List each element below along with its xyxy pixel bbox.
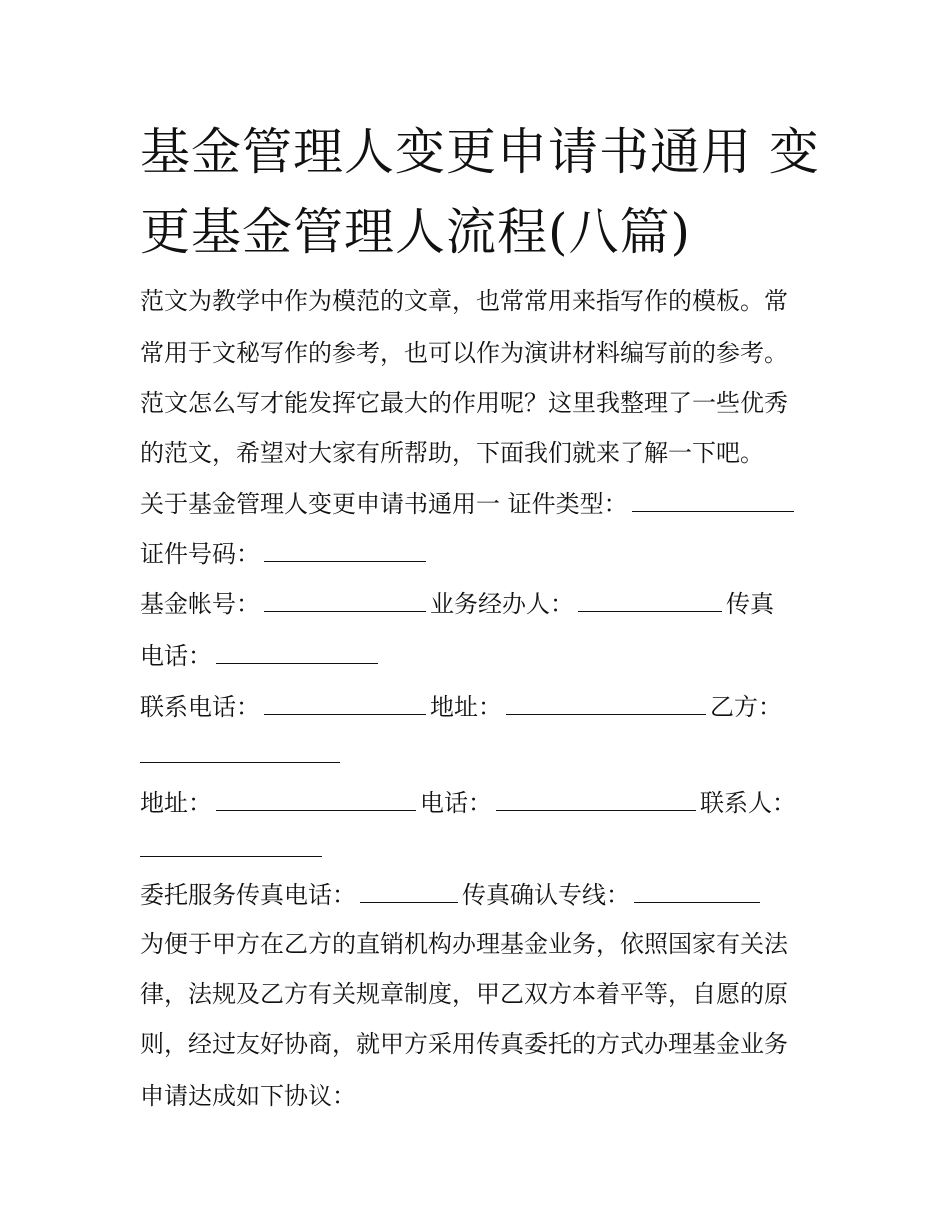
form-line-contact-person (140, 830, 820, 867)
party-b-field[interactable] (140, 736, 340, 763)
form-line-fax (140, 637, 820, 674)
intro-line-3: 范文怎么写才能发挥它最大的作用呢？这里我整理了一些优秀 (140, 389, 788, 417)
agreement-line-4: 申请达成如下协议： (140, 1082, 356, 1110)
party-b-label: 乙方： (710, 693, 782, 721)
form-line-party-b-address (140, 784, 820, 821)
party-b-phone-label: 电话： (420, 789, 492, 817)
form-line-id-type (140, 485, 820, 522)
document-title: 基金管理人变更申请书通用 变更基金管理人流程(八篇) (140, 123, 820, 261)
fund-account-field[interactable] (264, 585, 426, 612)
address-label: 地址： (430, 693, 502, 721)
form-line-fund-account (140, 585, 820, 622)
agent-label: 业务经办人： (430, 590, 574, 618)
id-type-label: 证件类型： (507, 490, 628, 518)
service-fax-field[interactable] (360, 876, 458, 903)
party-b-address-field[interactable] (216, 784, 416, 811)
address-field[interactable] (506, 688, 706, 715)
agreement-line-3: 则，经过友好协商，就甲方采用传真委托的方式办理基金业务 (140, 1030, 788, 1058)
form-line-id-number (140, 535, 820, 572)
party-b-address-label: 地址： (140, 789, 212, 817)
intro-line-2: 常用于文秘写作的参考，也可以作为演讲材料编写前的参考。 (140, 339, 788, 367)
fax-confirm-field[interactable] (634, 876, 760, 903)
fax-label-part1: 传真 (726, 590, 774, 618)
id-number-label: 证件号码： (140, 540, 260, 568)
intro-line-4: 的范文，希望对大家有所帮助，下面我们就来了解一下吧。 (140, 439, 764, 467)
fax-field[interactable] (216, 637, 378, 664)
id-number-field[interactable] (264, 535, 426, 562)
fund-account-label: 基金帐号： (140, 590, 260, 618)
id-type-field[interactable] (632, 485, 794, 512)
form-line-party-b (140, 736, 820, 773)
form-line-contact-phone (140, 688, 820, 725)
fax-confirm-label: 传真确认专线： (462, 881, 630, 909)
service-fax-label: 委托服务传真电话： (140, 881, 356, 909)
agent-field[interactable] (578, 585, 722, 612)
party-b-phone-field[interactable] (496, 784, 696, 811)
contact-phone-field[interactable] (264, 688, 426, 715)
contact-person-label: 联系人： (700, 789, 796, 817)
agreement-line-2: 律，法规及乙方有关规章制度，甲乙双方本着平等，自愿的原 (140, 980, 788, 1008)
form-line-service-fax (140, 876, 820, 913)
intro-line-1: 范文为教学中作为模范的文章，也常常用来指写作的模板。常 (140, 287, 788, 315)
contact-phone-label: 联系电话： (140, 693, 260, 721)
section-heading: 关于基金管理人变更申请书通用一 (140, 490, 500, 518)
agreement-line-1: 为便于甲方在乙方的直销机构办理基金业务，依照国家有关法 (140, 930, 788, 958)
contact-person-field[interactable] (140, 830, 322, 857)
fax-label-part2: 电话： (140, 642, 212, 670)
